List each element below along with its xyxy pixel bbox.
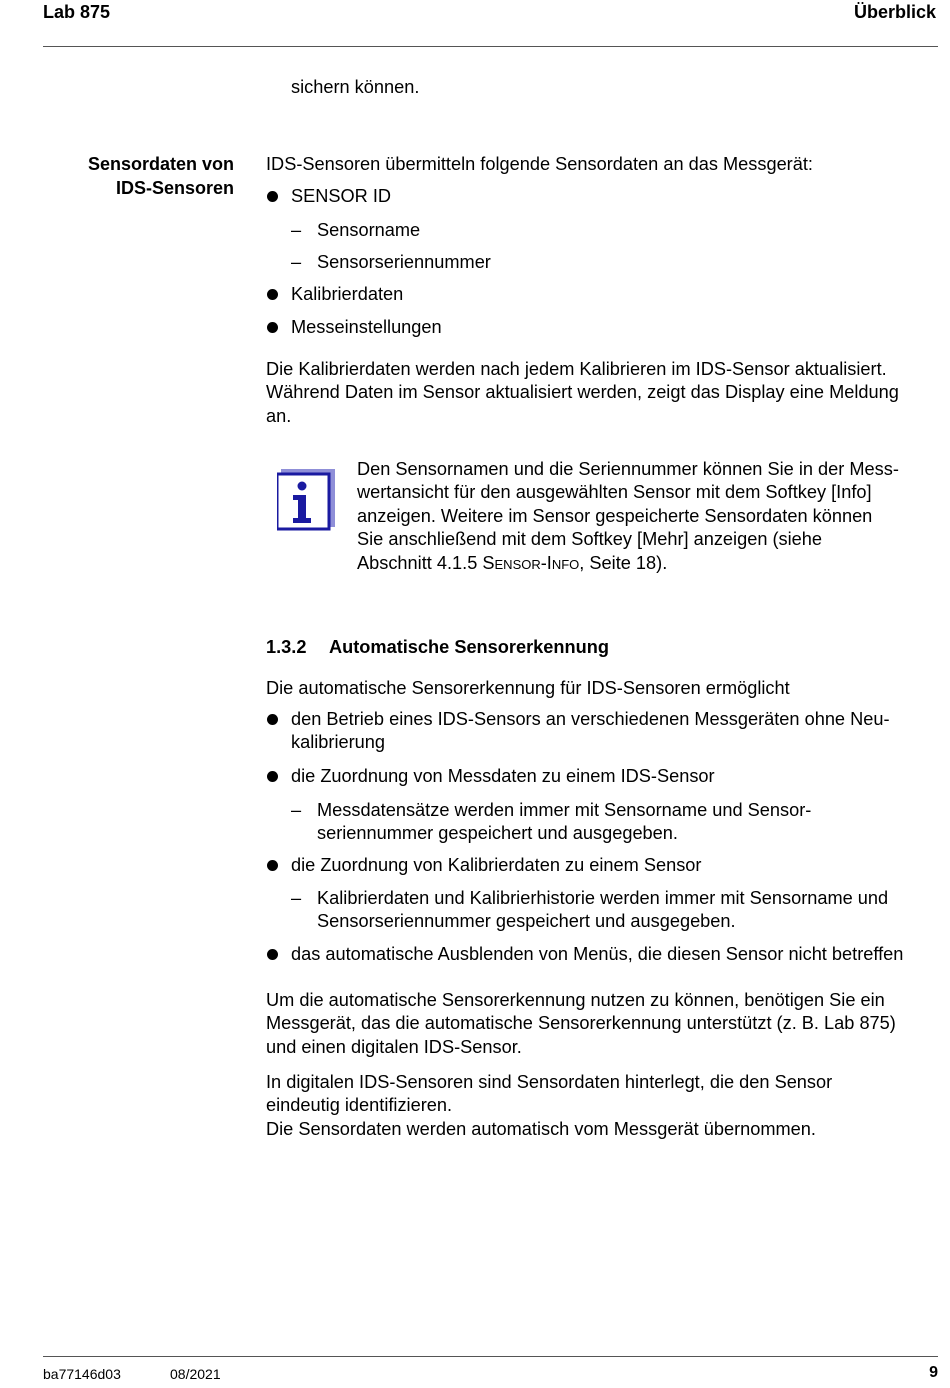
- bullet-line: den Betrieb eines IDS-Sensors an verschiedenen Messgeräten ohne Neu-: [291, 709, 890, 729]
- para-line: In digitalen IDS-Sensoren sind Sensordaten hinterlegt, die den Sensor: [266, 1072, 833, 1092]
- bullet-dot: [267, 289, 278, 300]
- subsection-intro: Die automatische Sensorerkennung für IDS-Sensoren ermöglicht: [266, 678, 790, 698]
- dash-line: Messdatensätze werden immer mit Sensorname und Sensor-: [317, 800, 812, 820]
- info-line: anzeigen. Weitere im Sensor gespeicherte Sensordaten können: [357, 505, 873, 526]
- info-note-text: [357, 458, 942, 575]
- bullet-dot: [267, 322, 278, 333]
- info-line: Sie anschließend mit dem Softkey [Mehr] anzeigen (siehe: [357, 529, 823, 550]
- dash-symbol: –: [291, 220, 302, 240]
- para-line: Um die automatische Sensorerkennung nutzen zu können, benötigen Sie ein: [266, 990, 885, 1010]
- para-line: Die Kalibrierdaten werden nach jedem Kalibrieren im IDS-Sensor aktualisiert.: [266, 359, 887, 379]
- side-heading: [34, 153, 234, 200]
- dash-sensorseriennummer: Sensorseriennummer: [317, 252, 491, 272]
- bullet-messeinstellungen: Messeinstellungen: [291, 317, 442, 337]
- footer-rule: [43, 1356, 938, 1357]
- info-line: wertansicht für den ausgewählten Sensor mit dem Softkey [Info]: [357, 482, 872, 503]
- header-chapter-title: Überblick: [853, 2, 936, 22]
- info-line: [357, 552, 942, 575]
- para-line: Die Sensordaten werden automatisch vom Messgerät übernommen.: [266, 1118, 816, 1139]
- bullet-sensor-id: SENSOR ID: [291, 186, 392, 206]
- dash-line: seriennummer gespeichert und ausgegeben.: [317, 823, 678, 844]
- para-line: Messgerät, das die automatische Sensorerkennung unterstützt (z. B. Lab 875): [266, 1013, 896, 1034]
- dash-symbol: –: [291, 800, 302, 820]
- info-ref-suffix: , Seite 18).: [579, 552, 668, 573]
- sensor-intro: IDS-Sensoren übermitteln folgende Sensordaten an das Messgerät:: [266, 154, 813, 174]
- header-doc-title: Lab 875: [43, 2, 111, 22]
- info-ref-prefix: Abschnitt 4.1.5: [357, 552, 483, 573]
- info-icon: [277, 469, 335, 531]
- info-line: Den Sensornamen und die Seriennummer können Sie in der Mess-: [357, 459, 899, 479]
- paragraph-nutzung: [266, 989, 938, 1059]
- para-line: und einen digitalen IDS-Sensor.: [266, 1036, 522, 1057]
- side-heading-line1: Sensordaten von: [87, 154, 234, 174]
- info-ref-section: Sensor-Info: [482, 552, 580, 573]
- bullet-dot: [267, 949, 278, 960]
- bullet-dot: [267, 714, 278, 725]
- page-number: 9: [929, 1364, 938, 1381]
- dash-messdatensaetze: [317, 799, 937, 846]
- subsection-title: Automatische Sensorerkennung: [329, 637, 609, 657]
- para-line: eindeutig identifizieren.: [266, 1095, 453, 1116]
- bullet-kalibrierdaten-zuordnung: die Zuordnung von Kalibrierdaten zu einem Sensor: [291, 855, 702, 875]
- dash-line: Kalibrierdaten und Kalibrierhistorie werden immer mit Sensorname und: [317, 888, 889, 908]
- calibration-paragraph: [266, 358, 938, 428]
- bullet-betrieb: [291, 708, 941, 755]
- dash-symbol: –: [291, 252, 302, 272]
- side-heading-line2: IDS-Sensoren: [115, 177, 234, 198]
- para-line: an.: [266, 405, 292, 426]
- footer-date: 08/2021: [170, 1366, 221, 1382]
- bullet-dot: [267, 771, 278, 782]
- bullet-dot: [267, 860, 278, 871]
- dash-sensorname: Sensorname: [317, 220, 421, 240]
- dash-line: Sensorseriennummer gespeichert und ausgegeben.: [317, 911, 736, 932]
- bullet-kalibrierdaten: Kalibrierdaten: [291, 284, 404, 304]
- bullet-ausblenden: das automatische Ausblenden von Menüs, die diesen Sensor nicht betreffen: [291, 944, 904, 964]
- header-rule: [43, 46, 938, 47]
- dash-kalibrierhistorie: [317, 887, 937, 934]
- bullet-dot: [267, 191, 278, 202]
- paragraph-sensordaten: [266, 1071, 938, 1141]
- subsection-number: 1.3.2: [266, 637, 307, 657]
- footer-doc-id: ba77146d03: [43, 1366, 121, 1382]
- bullet-messdaten: die Zuordnung von Messdaten zu einem IDS-Sensor: [291, 766, 715, 786]
- continuation-text: sichern können.: [291, 77, 420, 97]
- dash-symbol: –: [291, 888, 302, 908]
- subsection-heading: [266, 637, 609, 658]
- bullet-line: kalibrierung: [291, 732, 386, 753]
- para-line: Während Daten im Sensor aktualisiert werden, zeigt das Display eine Meldung: [266, 382, 899, 403]
